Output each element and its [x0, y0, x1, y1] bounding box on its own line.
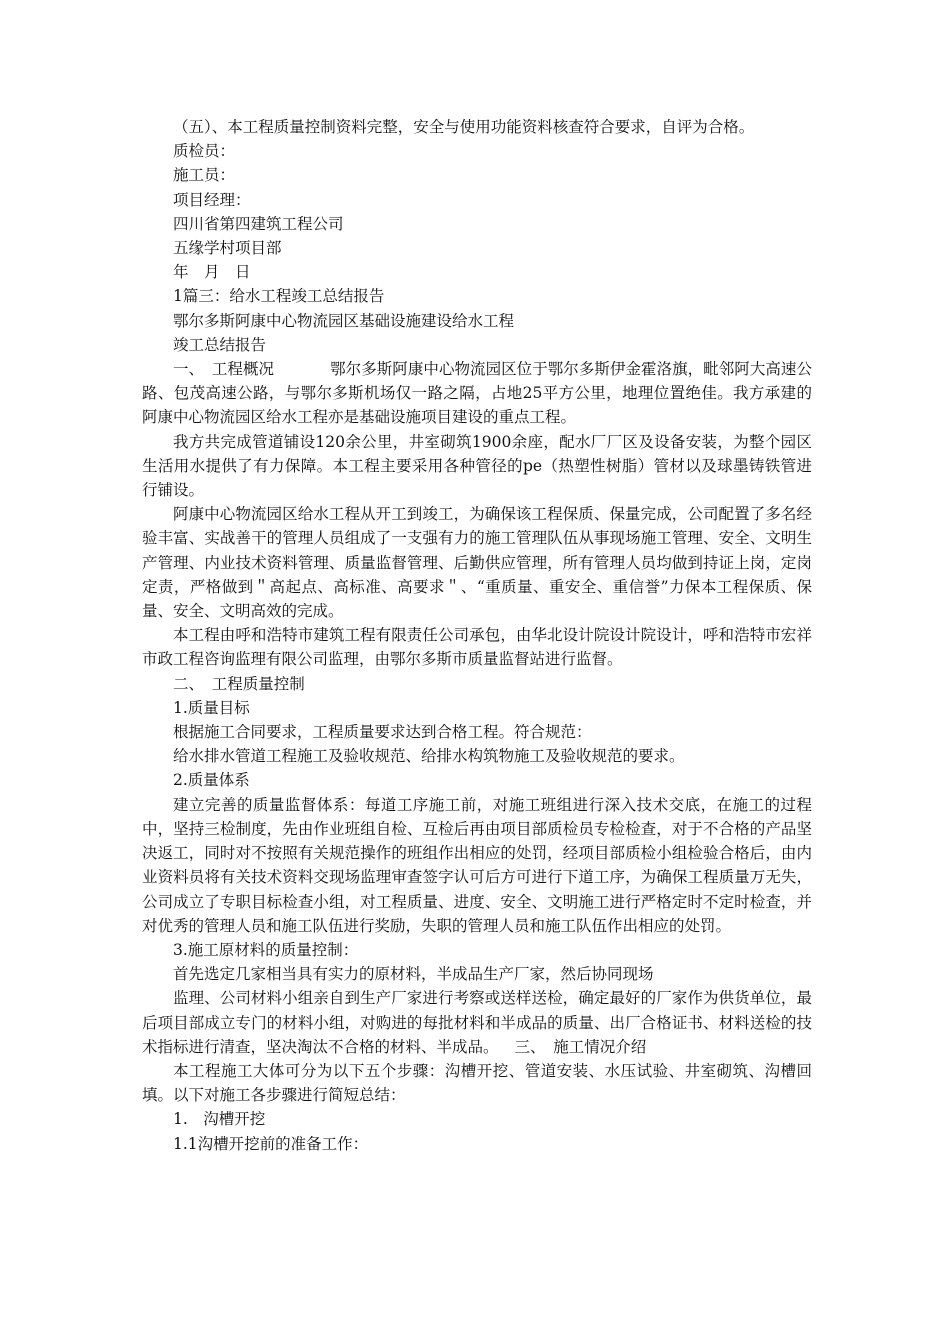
- quality-target-text-2: 给水排水管道工程施工及验收规范、给排水构筑物施工及验收规范的要求。: [173, 747, 685, 766]
- pipeline-paragraph: 我方共完成管道铺设120余公里，井室砌筑1900余座，配水厂厂区及设备安装，为整个园区生活用水提供了有力保障。本工程主要采用各种管径的pe（热塑性树脂）管材以及球墨铸铁管进行铺设。: [142, 432, 812, 500]
- section-construction-heading: 三、 施工情况介绍: [514, 1037, 647, 1056]
- report-title-line: 鄂尔多斯阿康中心物流园区基础设施建设给水工程: [173, 311, 515, 330]
- project-department-line: 五缘学村项目部: [173, 239, 282, 258]
- self-evaluation-line: （五）、本工程质量控制资料完整，安全与使用功能资料核查符合要求，自评为合格。: [173, 118, 755, 136]
- constructor-line: 施工员：: [173, 166, 236, 185]
- quality-target-text-1: 根据施工合同要求，工程质量要求达到合格工程。符合规范：: [173, 723, 592, 742]
- quality-target-title: 1.质量目标: [173, 698, 250, 717]
- materials-text-2: 监理、公司材料小组亲自到生产厂家进行考察或送样送检，确定最好的厂家作为供货单位，最后项目部成立专门的材料小组，对购进的每批材料和半成品的质量、出厂合格证书、材料送检的技术指标进行清查，坚决淘汰不合格的材料、半成品。: [142, 989, 812, 1056]
- quality-inspector-line: 质检员：: [173, 142, 236, 161]
- materials-text-1: 首先选定几家相当具有实力的原材料，半成品生产厂家，然后协同现场: [173, 965, 654, 984]
- section-overview-text: 鄂尔多斯阿康中心物流园区位于鄂尔多斯伊金霍洛旗，毗邻阿大高速公路、包茂高速公路，与鄂尔多斯机场仅一路之隔，占地25平方公里，地理位置绝佳。我方承建的阿康中心物流园区给水工程亦是基础设施项目建设的重点工程。: [142, 360, 812, 427]
- quality-system-text: 建立完善的质量监督体系：每道工序施工前，对施工班组进行深入技术交底，在施工的过程中，坚持三检制度，先由作业班组自检、互检后再由项目部质检员专检检查，对于不合格的产品坚决返工，同时对不按照有关规范操作的班组作出相应的处罚，经项目部质检小组检验合格后，由内业资料员将有关技术资料交现场监理审查签字认可后方可进行下道工序，为确保工程质量万无失，公司成立了专职目标检查小组，对工程质量、进度、安全、文明施工进行严格定时不定时检查，并对优秀的管理人员和施工队伍进行奖励，失职的管理人员和施工队伍作出相应的处罚。: [142, 795, 812, 935]
- section-overview-heading: 一、 工程概况: [173, 360, 275, 379]
- materials-text-2-paragraph: [142, 986, 812, 1059]
- step-trench-prep-title: 1.1沟槽开挖前的准备工作：: [173, 1134, 369, 1153]
- section-overview-paragraph: [142, 357, 812, 430]
- report-subtitle-line: 竣工总结报告: [173, 335, 267, 354]
- company-name-line: 四川省第四建筑工程公司: [173, 214, 344, 233]
- construction-steps-paragraph: 本工程施工大体可分为以下五个步骤：沟槽开挖、管道安装、水压试验、井室砌筑、沟槽回填。以下对施工各步骤进行简短总结：: [142, 1061, 812, 1105]
- article-title-line: 1篇三：给水工程竣工总结报告: [173, 287, 385, 306]
- project-manager-line: 项目经理：: [173, 190, 251, 209]
- section-quality-heading: 二、 工程质量控制: [173, 674, 305, 693]
- document-body: [142, 115, 812, 1156]
- materials-title: 3.施工原材料的质量控制：: [173, 940, 359, 959]
- management-team-paragraph: 阿康中心物流园区给水工程从开工到竣工，为确保该工程保质、保量完成，公司配置了多名经验丰富、实战善干的管理人员组成了一支强有力的施工管理队伍从事现场施工管理、安全、文明生产管理、内业技术资料管理、质量监督管理、后勤供应管理，所有管理人员均做到持证上岗，定岗定责，严格做到＂高起点、高标准、高要求＂、“重质量、重安全、重信誉”力保本工程保质、保量、安全、文明高效的完成。: [142, 505, 812, 621]
- step-trench-title: 1. 沟槽开挖: [173, 1110, 266, 1129]
- date-line: 年 月 日: [173, 263, 251, 282]
- quality-system-title: 2.质量体系: [173, 771, 250, 790]
- contract-paragraph: 本工程由呼和浩特市建筑工程有限责任公司承包，由华北设计院设计院设计，呼和浩特市宏祥市政工程咨询监理有限公司监理，由鄂尔多斯市质量监督站进行监督。: [142, 626, 812, 669]
